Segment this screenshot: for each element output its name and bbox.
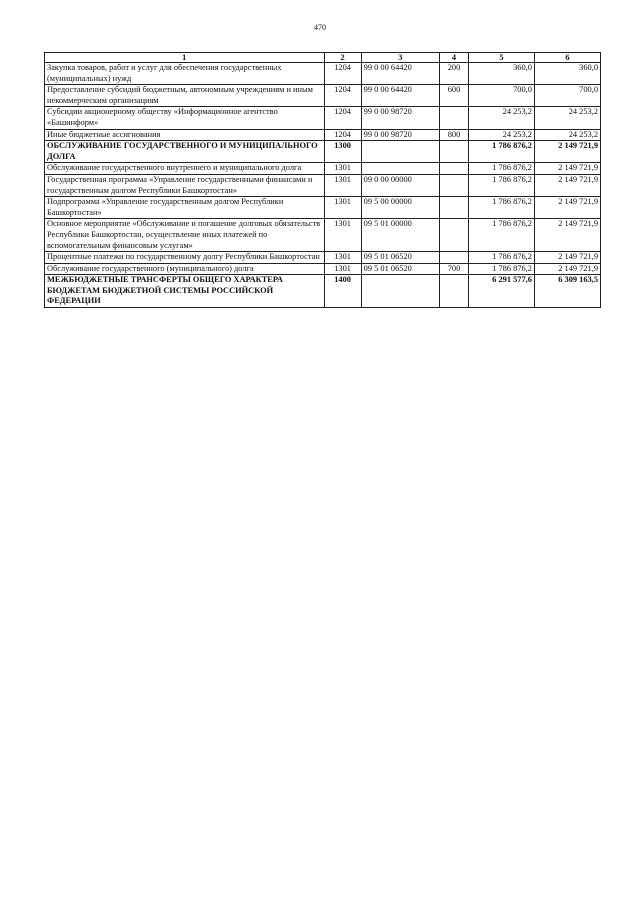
row-name-cell: Подпрограмма «Управление государственным долгом Республики Башкортостан» — [45, 197, 325, 219]
section-code-cell: 1204 — [324, 63, 361, 85]
expense-type-cell — [440, 275, 469, 308]
expense-type-cell — [440, 141, 469, 163]
row-name-cell: Предоставление субсидий бюджетным, автономным учреждениям и иным некоммерческим организациям — [45, 85, 325, 107]
page-number: 470 — [314, 23, 326, 32]
row-name-cell: Обслуживание государственного внутреннего и муниципального долга — [45, 163, 325, 175]
amount-year2-cell: 24 253,2 — [534, 107, 600, 129]
amount-year2-cell: 2 149 721,9 — [534, 252, 600, 264]
section-code-cell: 1301 — [324, 163, 361, 175]
header-cell: 5 — [468, 53, 534, 63]
target-article-cell: 09 5 01 06520 — [361, 263, 439, 275]
row-name-cell: Процентные платежи по государственному долгу Республики Башкортостан — [45, 252, 325, 264]
amount-year1-cell: 1 786 876,2 — [468, 263, 534, 275]
target-article-cell: 99 0 00 98720 — [361, 129, 439, 141]
row-name-cell: Основное мероприятие «Обслуживание и погашение долговых обязательств Республики Башкортостан, осуществление иных платежей по вспомогательным финансовым услугам» — [45, 219, 325, 252]
amount-year2-cell: 24 253,2 — [534, 129, 600, 141]
table-body — [45, 63, 601, 308]
header-cell: 2 — [324, 53, 361, 63]
section-code-cell: 1301 — [324, 219, 361, 252]
amount-year1-cell: 360,0 — [468, 63, 534, 85]
expense-type-cell: 200 — [440, 63, 469, 85]
amount-year1-cell: 1 786 876,2 — [468, 163, 534, 175]
amount-year2-cell: 2 149 721,9 — [534, 219, 600, 252]
section-code-cell: 1301 — [324, 197, 361, 219]
section-code-cell: 1301 — [324, 263, 361, 275]
table-row — [45, 107, 601, 129]
target-article-cell: 99 0 00 98720 — [361, 107, 439, 129]
section-code-cell: 1301 — [324, 174, 361, 196]
section-code-cell: 1204 — [324, 129, 361, 141]
header-cell: 4 — [440, 53, 469, 63]
expense-type-cell — [440, 197, 469, 219]
amount-year2-cell: 2 149 721,9 — [534, 174, 600, 196]
row-name-cell: Субсидии акционерному обществу «Информационное агентство «Башинформ» — [45, 107, 325, 129]
row-name-cell: Обслуживание государственного (муниципального) долга — [45, 263, 325, 275]
row-name-cell: МЕЖБЮДЖЕТНЫЕ ТРАНСФЕРТЫ ОБЩЕГО ХАРАКТЕРА БЮДЖЕТАМ БЮДЖЕТНОЙ СИСТЕМЫ РОССИЙСКОЙ ФЕДЕРАЦИИ — [45, 275, 325, 308]
amount-year2-cell: 360,0 — [534, 63, 600, 85]
amount-year1-cell: 1 786 876,2 — [468, 252, 534, 264]
amount-year2-cell: 700,0 — [534, 85, 600, 107]
section-code-cell: 1400 — [324, 275, 361, 308]
expense-type-cell — [440, 174, 469, 196]
table-row — [45, 85, 601, 107]
amount-year1-cell: 24 253,2 — [468, 129, 534, 141]
amount-year2-cell: 6 309 163,5 — [534, 275, 600, 308]
target-article-cell: 09 5 01 06520 — [361, 252, 439, 264]
table-row — [45, 174, 601, 196]
amount-year1-cell: 1 786 876,2 — [468, 141, 534, 163]
header-cell: 1 — [45, 53, 325, 63]
amount-year1-cell: 1 786 876,2 — [468, 219, 534, 252]
row-name-cell: ОБСЛУЖИВАНИЕ ГОСУДАРСТВЕННОГО И МУНИЦИПАЛЬНОГО ДОЛГА — [45, 141, 325, 163]
expense-type-cell — [440, 163, 469, 175]
row-name-cell: Государственная программа «Управление государственными финансами и государственным долгом Республики Башкортостан» — [45, 174, 325, 196]
amount-year1-cell: 700,0 — [468, 85, 534, 107]
target-article-cell — [361, 275, 439, 308]
expense-type-cell: 600 — [440, 85, 469, 107]
amount-year1-cell: 1 786 876,2 — [468, 174, 534, 196]
header-cell: 6 — [534, 53, 600, 63]
expense-type-cell: 800 — [440, 129, 469, 141]
amount-year1-cell: 1 786 876,2 — [468, 197, 534, 219]
expense-type-cell — [440, 219, 469, 252]
expense-type-cell: 700 — [440, 263, 469, 275]
budget-table — [44, 52, 601, 308]
target-article-cell — [361, 141, 439, 163]
target-article-cell: 09 5 00 00000 — [361, 197, 439, 219]
target-article-cell — [361, 163, 439, 175]
section-code-cell: 1301 — [324, 252, 361, 264]
section-code-cell: 1204 — [324, 107, 361, 129]
table-row — [45, 275, 601, 308]
target-article-cell: 09 0 00 00000 — [361, 174, 439, 196]
table-row — [45, 252, 601, 264]
table-row — [45, 129, 601, 141]
table-row — [45, 263, 601, 275]
target-article-cell: 99 0 00 64420 — [361, 85, 439, 107]
header-cell: 3 — [361, 53, 439, 63]
amount-year1-cell: 24 253,2 — [468, 107, 534, 129]
target-article-cell: 09 5 01 00000 — [361, 219, 439, 252]
table-row — [45, 219, 601, 252]
section-code-cell: 1300 — [324, 141, 361, 163]
amount-year2-cell: 2 149 721,9 — [534, 141, 600, 163]
table-row — [45, 141, 601, 163]
amount-year2-cell: 2 149 721,9 — [534, 163, 600, 175]
section-code-cell: 1204 — [324, 85, 361, 107]
row-name-cell: Закупка товаров, работ и услуг для обеспечения государственных (муниципальных) нужд — [45, 63, 325, 85]
amount-year1-cell: 6 291 577,6 — [468, 275, 534, 308]
table-header-row — [45, 53, 601, 63]
row-name-cell: Иные бюджетные ассигнования — [45, 129, 325, 141]
table-row — [45, 163, 601, 175]
expense-type-cell — [440, 252, 469, 264]
amount-year2-cell: 2 149 721,9 — [534, 197, 600, 219]
table-row — [45, 63, 601, 85]
target-article-cell: 99 0 00 64420 — [361, 63, 439, 85]
amount-year2-cell: 2 149 721,9 — [534, 263, 600, 275]
expense-type-cell — [440, 107, 469, 129]
table-row — [45, 197, 601, 219]
